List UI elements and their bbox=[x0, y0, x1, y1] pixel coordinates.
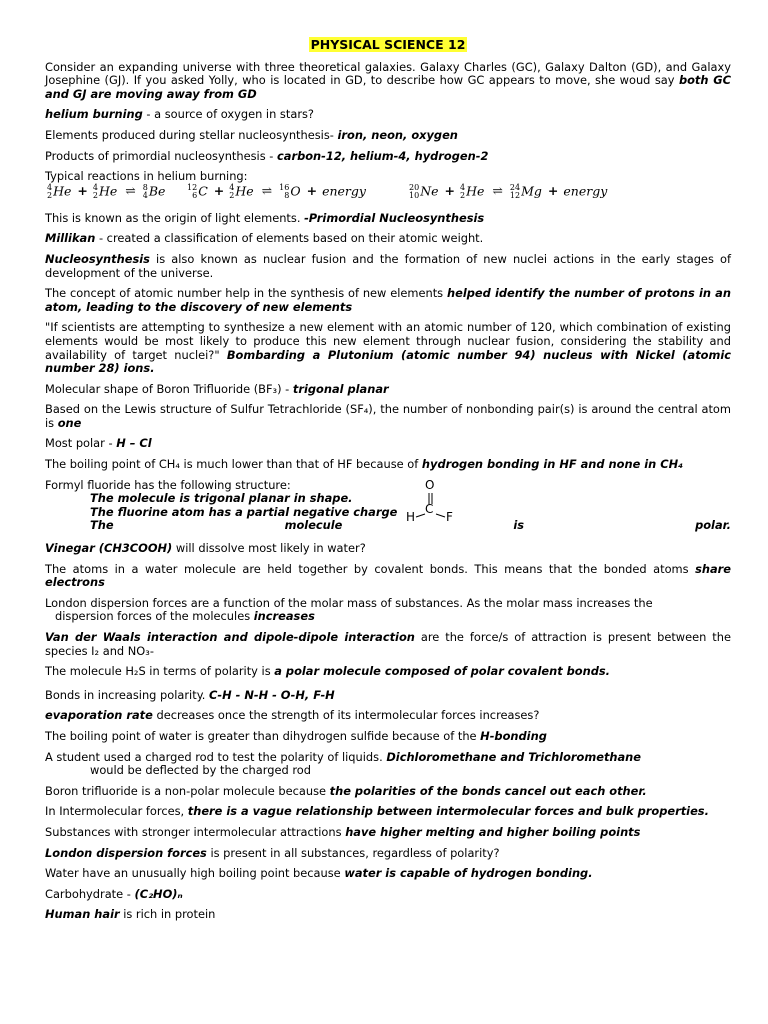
question-28: London dispersion forces is present in all substances, regardless of polarity? bbox=[45, 845, 500, 860]
answer: -Primordial Nucleosynthesis bbox=[304, 210, 485, 225]
answer: H-bonding bbox=[480, 728, 547, 743]
nuclide-he: 4 2 He bbox=[460, 182, 485, 200]
question-11: Molecular shape of Boron Trifluoride (BF₃) - trigonal planar bbox=[45, 381, 389, 396]
answer: Millikan bbox=[45, 231, 96, 246]
question-21: Bonds in increasing polarity. C-H - N-H - O-H, F-H bbox=[45, 687, 335, 702]
answer: C-H - N-H - O-H, F-H bbox=[209, 687, 335, 702]
nuclide-o: 16 8 O bbox=[279, 182, 301, 200]
answer: water is capable of hydrogen bonding. bbox=[344, 866, 593, 881]
answer: evaporation rate bbox=[45, 708, 153, 723]
question-6: This is known as the origin of light elements. -Primordial Nucleosynthesis bbox=[45, 210, 485, 225]
helium-burning-reactions bbox=[45, 184, 731, 206]
formyl-fluoride-structure: O C H F bbox=[405, 479, 465, 527]
question-29: Water have an unusually high boiling point because water is capable of hydrogen bonding. bbox=[45, 866, 593, 881]
answer: have higher melting and higher boiling points bbox=[345, 824, 641, 839]
answer: iron, neon, oxygen bbox=[337, 127, 458, 142]
answer: helium burning bbox=[45, 107, 143, 122]
bond-lines bbox=[405, 479, 465, 527]
answer: Vinegar (CH3COOH) bbox=[45, 541, 173, 556]
polarity-statement: The molecule is polar. bbox=[90, 518, 731, 533]
question-22: evaporation rate decreases once the strength of its intermolecular forces increases? bbox=[45, 708, 540, 723]
equilibrium-arrow-icon: ⇌ bbox=[261, 183, 273, 199]
question-16: Vinegar (CH3COOH) will dissolve most likely in water? bbox=[45, 541, 366, 556]
nuclide-be: 8 4 Be bbox=[142, 182, 166, 200]
nuclide-he: 4 2 He bbox=[92, 182, 118, 200]
answer: Human hair bbox=[45, 907, 120, 922]
answer: both GC and GJ are moving away from GD bbox=[45, 73, 731, 101]
question-25: Boron trifluoride is a non-polar molecule because the polarities of the bonds cancel out each other. bbox=[45, 783, 647, 798]
question-24: A student used a charged rod to test the polarity of liquids. Dichloromethane and Trichloromethane would be deflected by the charged rod bbox=[45, 749, 642, 778]
answer: a polar molecule composed of polar covalent bonds. bbox=[274, 664, 610, 679]
answer: one bbox=[57, 415, 82, 430]
answer: Bombarding a Plutonium (atomic number 94) nucleus with Nickel (atomic number 28) ions. bbox=[45, 347, 731, 376]
question-23: The boiling point of water is greater than dihydrogen sulfide because of the H-bonding bbox=[45, 728, 547, 743]
question-15: Formyl fluoride has the following structure: The molecule is trigonal planar in shape. The fluorine atom has a partial negative charge The molecule is polar. O C H F bbox=[45, 477, 731, 533]
question-12: Based on the Lewis structure of Sulfur Tetrachloride (SF₄), the number of nonbonding pair(s) is around the central atom is one bbox=[45, 402, 731, 430]
question-20: The molecule H₂S in terms of polarity is a polar molecule composed of polar covalent bonds. bbox=[45, 664, 610, 679]
question-31: Human hair is rich in protein bbox=[45, 907, 216, 922]
question-19: Van der Waals interaction and dipole-dipole interaction are the force/s of attraction is present between the species I₂ and NO₃- bbox=[45, 630, 731, 658]
question-27: Substances with stronger intermolecular attractions have higher melting and higher boiling points bbox=[45, 824, 641, 839]
nuclide-ne: 20 10 Ne bbox=[409, 182, 439, 200]
answer: there is a vague relationship between intermolecular forces and bulk properties. bbox=[187, 804, 709, 819]
answer: Nucleosynthesis bbox=[45, 251, 150, 266]
question-1: Consider an expanding universe with three theoretical galaxies. Galaxy Charles (GC), Galaxy Dalton (GD), and Galaxy Josephine (GJ). If you asked Yolly, who is located in GD, to describe how GC appears to move, she woud say both GC and GJ are moving away from GD bbox=[45, 59, 731, 101]
answer: helped identify the number of protons in an atom, leading to the discovery of new elements bbox=[45, 286, 731, 314]
document-page bbox=[45, 38, 731, 929]
answer: (C₂HO)ₙ bbox=[134, 886, 183, 901]
nuclide-he: 4 2 He bbox=[47, 182, 72, 200]
question-9: The concept of atomic number help in the synthesis of new elements helped identify the number of protons in an atom, leading to the discovery of new elements bbox=[45, 286, 731, 314]
question-7: Millikan - created a classification of elements based on their atomic weight. bbox=[45, 231, 484, 246]
nuclide-he: 4 2 He bbox=[229, 182, 254, 200]
equilibrium-arrow-icon: ⇌ bbox=[492, 183, 503, 199]
question-18: London dispersion forces are a function of the molar mass of substances. As the molar mass increases the dispersion forces of the molecules increases bbox=[45, 595, 653, 624]
question-4: Products of primordial nucleosynthesis - carbon-12, helium-4, hydrogen-2 bbox=[45, 148, 489, 163]
question-13: Most polar - H – Cl bbox=[45, 436, 152, 451]
answer: London dispersion forces bbox=[45, 845, 207, 860]
question-30: Carbohydrate - (C₂HO)ₙ bbox=[45, 886, 183, 901]
question-14: The boiling point of CH₄ is much lower than that of HF because of hydrogen bonding in HF and none in CH₄ bbox=[45, 457, 684, 472]
answer: Van der Waals interaction and dipole-dipole interaction bbox=[45, 630, 415, 644]
question-17: The atoms in a water molecule are held together by covalent bonds. This means that the bonded atoms share electrons bbox=[45, 561, 731, 590]
nuclide-mg: 24 12 Mg bbox=[509, 182, 542, 200]
document-title: PHYSICAL SCIENCE 12 bbox=[310, 37, 466, 52]
question-3: Elements produced during stellar nucleosynthesis- iron, neon, oxygen bbox=[45, 127, 458, 142]
reaction-3: 20 10 Ne + 4 2 He ⇌ 24 12 Mg + energy bbox=[409, 182, 608, 200]
reaction-2: 12 6 C + 4 2 He ⇌ 16 8 O + energy bbox=[187, 182, 366, 200]
equilibrium-arrow-icon: ⇌ bbox=[125, 183, 136, 199]
answer: the polarities of the bonds cancel out each other. bbox=[329, 783, 647, 798]
question-10: "If scientists are attempting to synthesize a new element with an atomic number of 120, which combination of existing elements would be most likely to produce this new element through nuclear fusion, considering the stability and availability of target nuclei?" Bombarding a Plutonium (atomic number 94) nucleus with Nickel (atomic number 28) ions. bbox=[45, 320, 731, 376]
reaction-1: 4 2 He + 4 2 He ⇌ 8 4 Be bbox=[47, 182, 166, 200]
question-8: Nucleosynthesis is also known as nuclear fusion and the formation of new nuclei actions in the early stages of development of the universe. bbox=[45, 251, 731, 280]
answer: trigonal planar bbox=[292, 381, 389, 396]
answer: share electrons bbox=[45, 561, 731, 590]
answer: hydrogen bonding in HF and none in CH₄ bbox=[421, 457, 684, 472]
answer: Dichloromethane and Trichloromethane bbox=[386, 749, 642, 764]
question-5: Typical reactions in helium burning: bbox=[45, 169, 248, 184]
answer: increases bbox=[253, 609, 315, 624]
question-26: In Intermolecular forces, there is a vague relationship between intermolecular forces and bulk properties. bbox=[45, 804, 709, 819]
nuclide-c: 12 6 C bbox=[187, 182, 208, 200]
answer: H – Cl bbox=[116, 436, 152, 451]
answer: carbon-12, helium-4, hydrogen-2 bbox=[277, 148, 489, 163]
question-2: helium burning - a source of oxygen in stars? bbox=[45, 107, 314, 122]
